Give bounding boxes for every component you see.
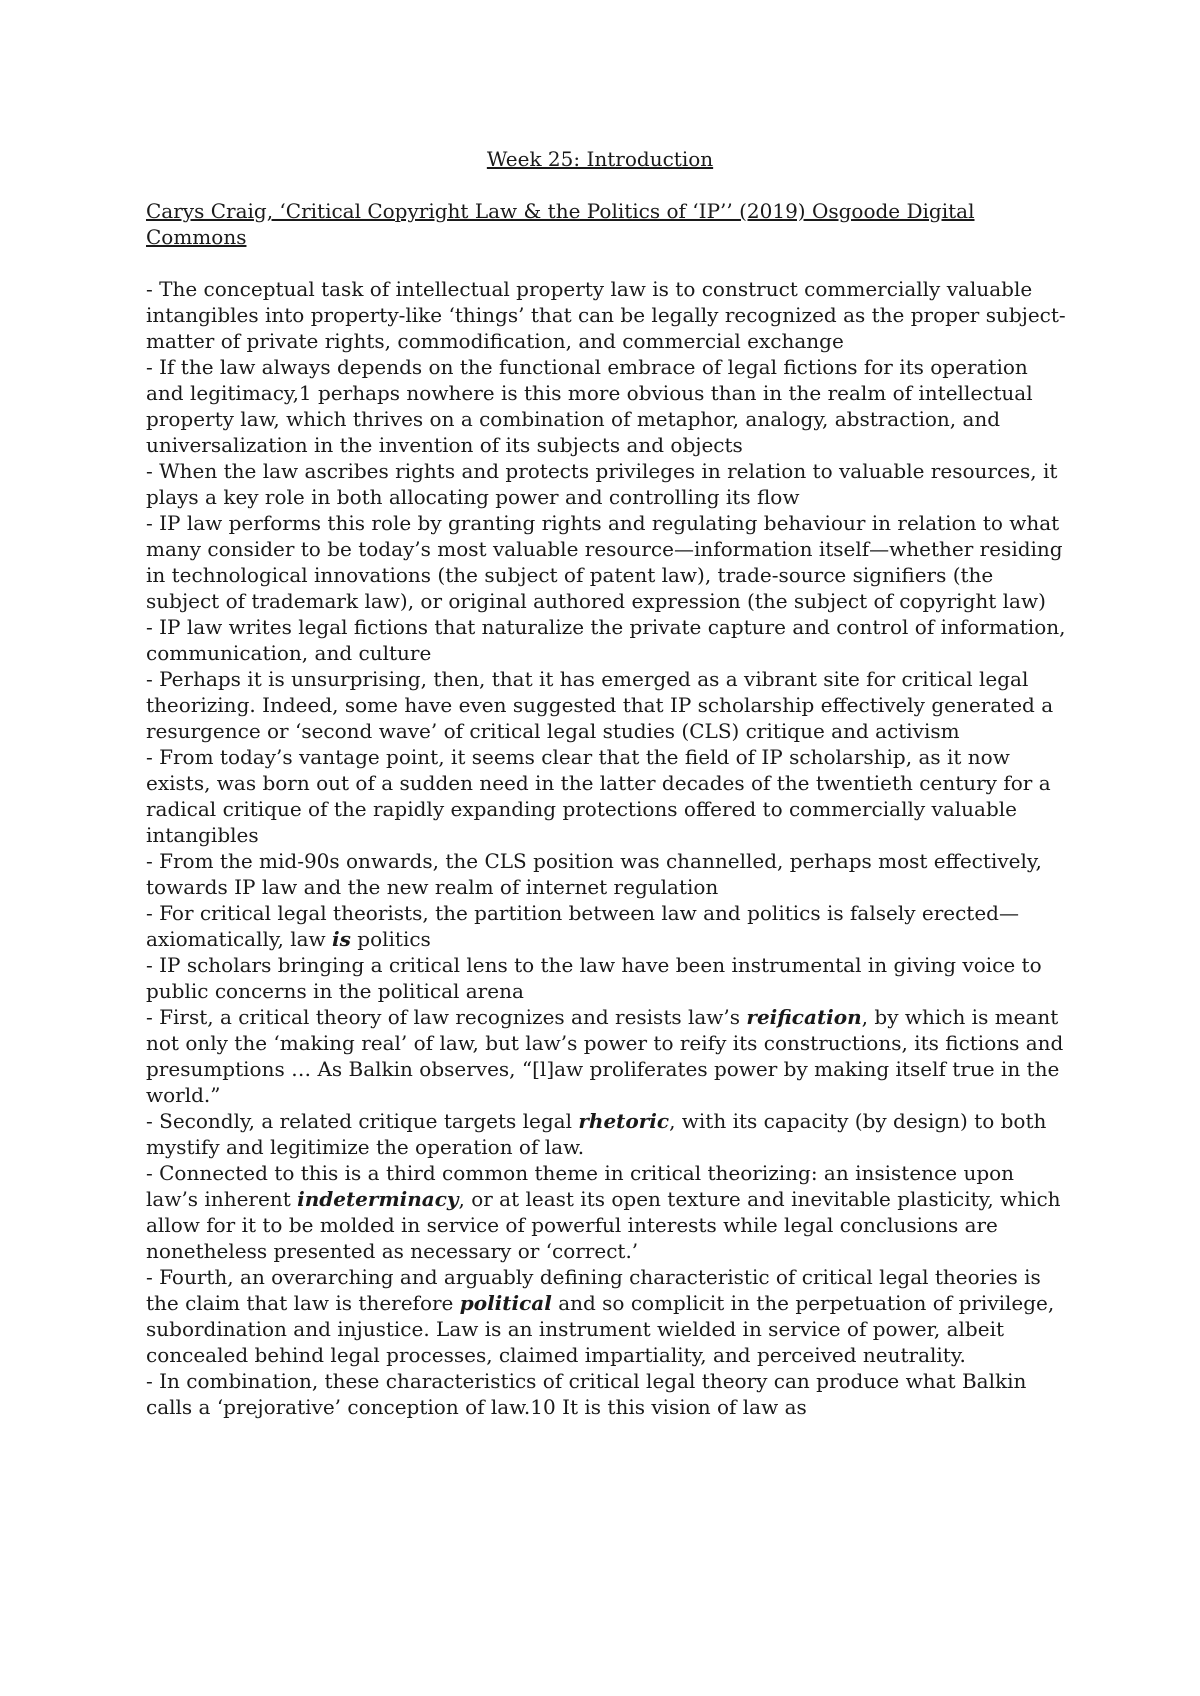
note-text: - IP law writes legal fictions that naturalize the private capture and control of information, communication, and culture — [146, 615, 1066, 665]
page-title: Week 25: Introduction — [486, 147, 714, 171]
note-text: - From today’s vantage point, it seems clear that the field of IP scholarship, as it now exists, was born out of a sudden need in the latter decades of the twentieth century for a radical critique of the rapidly expanding protections offered to commercially valuable intangibles — [146, 745, 1051, 847]
note-item — [146, 900, 1066, 952]
note-text: - When the law ascribes rights and protects privileges in relation to valuable resources, it plays a key role in both allocating power and controlling its flow — [146, 459, 1058, 509]
note-item — [146, 458, 1066, 510]
note-item — [146, 744, 1066, 848]
note-item — [146, 952, 1066, 1004]
note-emphasis: reification — [746, 1005, 862, 1029]
note-text: - Perhaps it is unsurprising, then, that it has emerged as a vibrant site for critical legal theorizing. Indeed, some have even suggested that IP scholarship effectively generated a resurgence or ‘second wave’ of critical legal studies (CLS) critique and activism — [146, 667, 1054, 743]
note-text: - From the mid-90s onwards, the CLS position was channelled, perhaps most effectively, towards IP law and the new realm of internet regulation — [146, 849, 1042, 899]
note-text: - First, a critical theory of law recognizes and resists law’s — [146, 1005, 747, 1029]
note-text: - Connected to this is a third common theme in critical theorizing: an insistence upon law’s inherent — [146, 1161, 1015, 1211]
note-text: - The conceptual task of intellectual property law is to construct commercially valuable intangibles into property-like ‘things’ that can be legally recognized as the proper subject-matter of private rights, commodification, and commercial exchange — [146, 277, 1066, 353]
note-text: , with its capacity (by design) to both mystify and legitimize the operation of law. — [146, 1109, 1047, 1159]
note-item — [146, 1264, 1066, 1368]
reference-citation: Carys Craig, ‘Critical Copyright Law & the Politics of ‘IP’’ (2019) Osgoode Digital Commons — [146, 199, 975, 249]
note-item — [146, 848, 1066, 900]
note-item — [146, 1004, 1066, 1108]
note-emphasis: indeterminacy — [297, 1187, 459, 1211]
note-text: - Secondly, a related critique targets legal — [146, 1109, 579, 1133]
note-text: - If the law always depends on the functional embrace of legal fictions for its operation and legitimacy,1 perhaps nowhere is this more obvious than in the realm of intellectual property law, which thrives on a combination of metaphor, analogy, abstraction, and universalization in the invention of its subjects and objects — [146, 355, 1033, 457]
note-emphasis: rhetoric — [578, 1109, 670, 1133]
notes-list — [146, 276, 1066, 1420]
note-item — [146, 354, 1066, 458]
note-item — [146, 1160, 1066, 1264]
note-text: and so complicit in the perpetuation of privilege, subordination and injustice. Law is an instrument wielded in service of power, albeit concealed behind legal processes, claimed impartiality, and perceived neutrality. — [146, 1291, 1055, 1367]
note-text: - Fourth, an overarching and arguably defining characteristic of critical legal theories is the claim that law is therefore — [146, 1265, 1041, 1315]
note-text: , or at least its open texture and inevitable plasticity, which allow for it to be molded in service of powerful interests while legal conclusions are nonetheless presented as necessary or ‘correct.’ — [146, 1187, 1061, 1263]
note-text: - For critical legal theorists, the partition between law and politics is falsely erected—axiomatically, law — [146, 901, 1019, 951]
note-item — [146, 510, 1066, 614]
note-item — [146, 1368, 1066, 1420]
note-text: , by which is meant not only the ‘making real’ of law, but law’s power to reify its constructions, its fictions and presumptions … As Balkin observes, “[l]aw proliferates power by making itself true in the world.” — [146, 1005, 1064, 1107]
note-text: - IP scholars bringing a critical lens to the law have been instrumental in giving voice to public concerns in the political arena — [146, 953, 1042, 1003]
note-item — [146, 666, 1066, 744]
note-emphasis: is — [332, 927, 351, 951]
note-text: - IP law performs this role by granting rights and regulating behaviour in relation to what many consider to be today’s most valuable resource—information itself—whether residing in technological innovations (the subject of patent law), trade-source signifiers (the subject of trademark law), or original authored expression (the subject of copyright law) — [146, 511, 1063, 613]
note-item — [146, 1108, 1066, 1160]
note-text: politics — [350, 927, 431, 951]
note-item — [146, 276, 1066, 354]
note-item — [146, 614, 1066, 666]
note-text: - In combination, these characteristics of critical legal theory can produce what Balkin calls a ‘prejorative’ conception of law.10 It is this vision of law as — [146, 1369, 1027, 1419]
note-emphasis: political — [459, 1291, 552, 1315]
